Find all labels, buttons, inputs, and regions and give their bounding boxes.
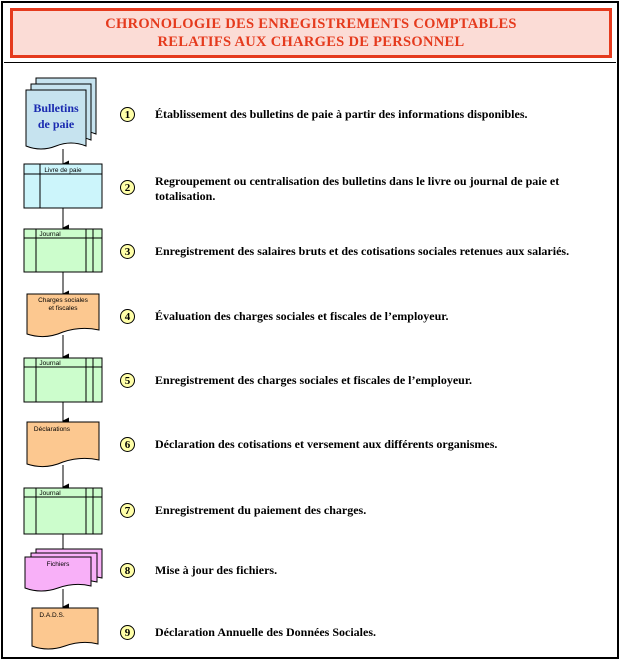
dads-document-shape <box>32 608 98 649</box>
bulletins-label-1: Bulletins <box>33 101 79 115</box>
step-7 <box>120 503 595 518</box>
fichiers-shape <box>25 549 102 591</box>
step-4 <box>120 309 595 324</box>
step-9 <box>120 625 595 640</box>
step-text-5: Enregistrement des charges sociales et fiscales de l’employeur. <box>155 373 473 387</box>
step-text-2: Regroupement ou centralisation des bulletins dans le livre ou journal de paie et totalisation. <box>155 174 560 203</box>
charges-label-1: Charges sociales <box>38 297 88 304</box>
step-text-1: Établissement des bulletins de paie à partir des informations disponibles. <box>155 107 528 121</box>
title-line-2: RELATIFS AUX CHARGES DE PERSONNEL <box>157 34 465 50</box>
bulletins-label-2: de paie <box>37 117 75 131</box>
journal-shape-3 <box>24 488 102 534</box>
journal-label-3: Journal <box>39 490 61 497</box>
step-text-3: Enregistrement des salaires bruts et des cotisations sociales retenues aux salariés. <box>155 244 570 258</box>
title-line-1: CHRONOLOGIE DES ENREGISTREMENTS COMPTABLES <box>105 16 517 32</box>
charges-label-2: et fiscales <box>48 305 78 312</box>
step-text-4: Évaluation des charges sociales et fiscales de l’employeur. <box>155 309 449 323</box>
journal-shape-1 <box>24 229 102 272</box>
step-number-8: 8 <box>120 563 135 578</box>
step-number-9: 9 <box>120 625 135 640</box>
step-3 <box>120 244 595 259</box>
dads-label: D.A.D.S. <box>39 612 65 619</box>
charges-document-shape <box>27 294 99 337</box>
journal-label-2: Journal <box>39 360 61 367</box>
livre-de-paie-shape <box>24 164 102 208</box>
step-text-6: Déclaration des cotisations et versement aux différents organismes. <box>155 437 498 451</box>
step-1 <box>120 107 595 122</box>
livre-label: Livre de paie <box>44 167 82 174</box>
step-number-3: 3 <box>120 244 135 259</box>
step-number-7: 7 <box>120 503 135 518</box>
step-number-1: 1 <box>120 107 135 122</box>
step-6 <box>120 437 595 452</box>
journal-shape-2 <box>24 358 102 402</box>
journal-label-1: Journal <box>39 231 61 238</box>
step-5 <box>120 373 595 388</box>
step-number-6: 6 <box>120 437 135 452</box>
fichiers-label: Fichiers <box>46 561 70 568</box>
declarations-label: Déclarations <box>33 426 71 433</box>
step-text-9: Déclaration Annuelle des Données Sociales. <box>155 625 376 639</box>
declarations-document-shape <box>27 422 99 467</box>
step-2 <box>120 174 595 204</box>
bulletins-shape <box>26 78 96 149</box>
step-number-2: 2 <box>120 180 135 195</box>
step-8 <box>120 563 595 578</box>
step-text-7: Enregistrement du paiement des charges. <box>155 503 367 517</box>
step-text-8: Mise à jour des fichiers. <box>155 563 278 577</box>
step-number-4: 4 <box>120 309 135 324</box>
step-number-5: 5 <box>120 373 135 388</box>
